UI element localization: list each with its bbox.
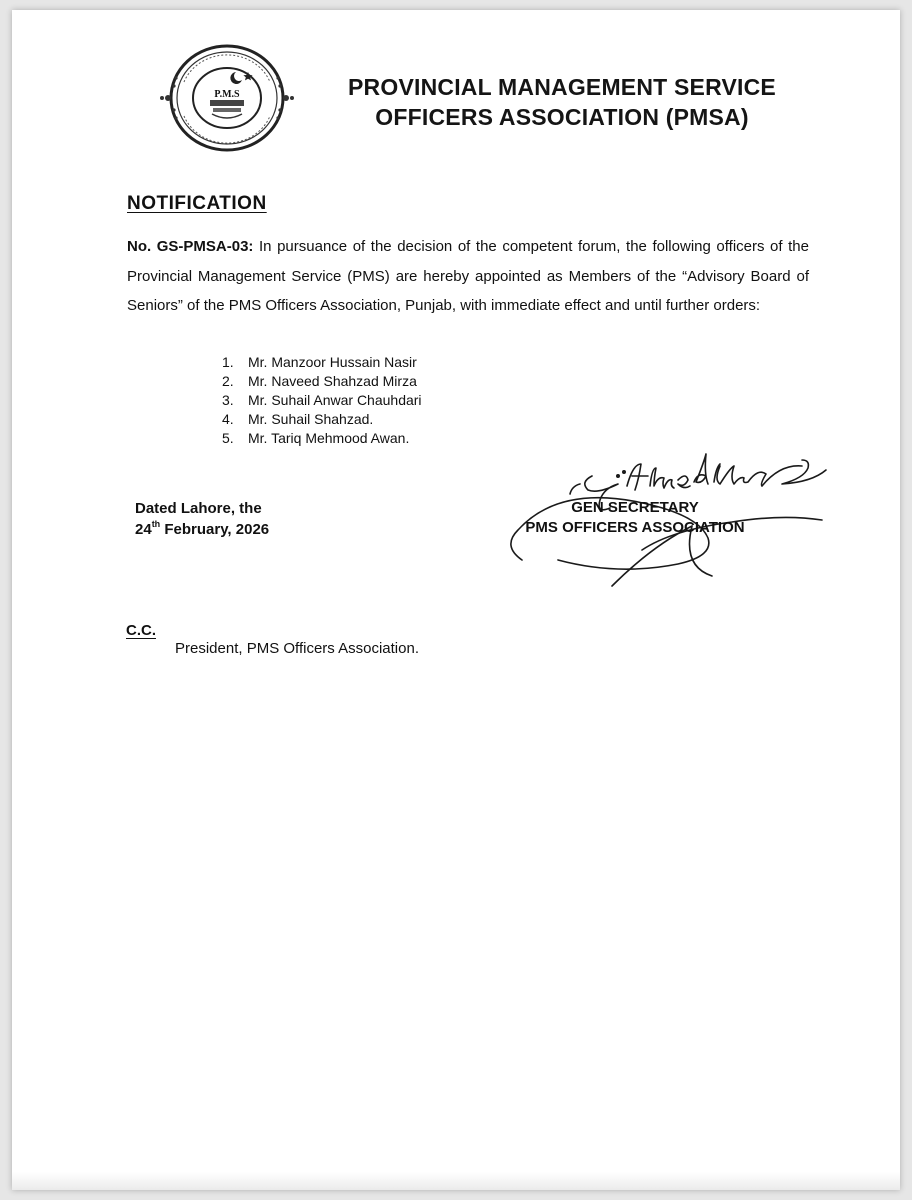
list-item: 4. Mr. Suhail Shahzad. — [222, 411, 374, 427]
list-item: 2. Mr. Naveed Shahzad Mirza — [222, 373, 417, 389]
date-block — [135, 498, 269, 540]
member-name: Mr. Naveed Shahzad Mirza — [248, 373, 417, 389]
dated-line-2: 24th February, 2026 — [135, 519, 270, 538]
member-name: Mr. Suhail Anwar Chauhdari — [248, 392, 422, 408]
member-name: Mr. Suhail Shahzad. — [248, 411, 374, 427]
members-list — [222, 353, 422, 448]
organization-title — [312, 72, 812, 132]
cc-recipient: President, PMS Officers Association. — [175, 640, 419, 657]
cc-label: C.C. — [126, 622, 156, 639]
signatory-block — [500, 498, 770, 538]
dated-line-1: Dated Lahore, the — [135, 500, 262, 517]
notification-body — [127, 232, 809, 321]
notification-text: In pursuance of the decision of the competent forum, the following officers of the Provincial Management Service (PMS) are hereby appointed as Members of the “Advisory Board of Seniors” of the PMS Officers Association, Punjab, with immediate effect and until further orders: — [127, 238, 809, 314]
title-line-2: OFFICERS ASSOCIATION (PMSA) — [375, 104, 749, 130]
page-shadow — [12, 1172, 900, 1190]
logo-text: P.M.S — [214, 89, 240, 100]
signatory-designation: GEN SECRETARY — [571, 499, 699, 516]
list-item: 1. Mr. Manzoor Hussain Nasir — [222, 354, 417, 370]
notification-number: No. GS-PMSA-03: — [127, 238, 254, 255]
title-line-1: PROVINCIAL MANAGEMENT SERVICE — [348, 74, 776, 100]
notification-heading: NOTIFICATION — [127, 193, 267, 214]
member-name: Mr. Tariq Mehmood Awan. — [248, 430, 410, 446]
member-name: Mr. Manzoor Hussain Nasir — [248, 354, 417, 370]
list-item: 5. Mr. Tariq Mehmood Awan. — [222, 430, 410, 446]
list-item: 3. Mr. Suhail Anwar Chauhdari — [222, 392, 422, 408]
signatory-organization: PMS OFFICERS ASSOCIATION — [525, 519, 745, 536]
pms-logo-seal — [152, 42, 302, 154]
document-page — [12, 10, 900, 1190]
